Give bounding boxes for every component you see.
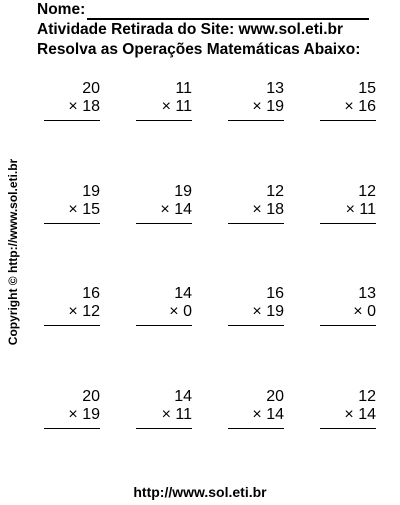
- problem-top-number: 12: [358, 387, 376, 405]
- problem-bottom-line: [132, 201, 192, 219]
- problem: [316, 78, 376, 178]
- problem-bottom-line: [40, 406, 100, 424]
- problem-top-number: 19: [82, 182, 100, 200]
- problem: [132, 283, 192, 383]
- problem-top-number: 15: [358, 80, 376, 97]
- problem-bottom-number: 18: [82, 98, 100, 115]
- answer-line: [44, 223, 100, 224]
- problem: [316, 386, 376, 486]
- problem-bottom-line: [224, 303, 284, 321]
- operator-sign: ×: [68, 405, 78, 423]
- problem-top-number: 14: [174, 285, 192, 302]
- instruction-line: Resolva as Operações Matemáticas Abaixo:: [37, 41, 361, 58]
- problem-top-number: 12: [266, 182, 284, 200]
- operator-sign: ×: [252, 98, 262, 115]
- answer-line: [44, 428, 100, 429]
- problem-top-number: 20: [266, 387, 284, 405]
- problem-bottom-line: [132, 303, 192, 321]
- problem-bottom-number: 12: [82, 303, 100, 320]
- problem: [132, 78, 192, 178]
- operator-sign: ×: [344, 98, 354, 115]
- operator-sign: ×: [252, 303, 262, 320]
- problem-bottom-number: 14: [266, 405, 284, 423]
- problem-top-number: 19: [174, 182, 192, 200]
- problem-top-number: 16: [82, 285, 100, 302]
- answer-line: [136, 223, 192, 224]
- answer-line: [320, 223, 376, 224]
- problem-bottom-line: [224, 98, 284, 116]
- operator-sign: ×: [252, 405, 262, 423]
- problem-bottom-line: [316, 201, 376, 219]
- problem-bottom-number: 11: [175, 405, 192, 423]
- problem: [40, 283, 100, 383]
- problem: [40, 78, 100, 178]
- problem-bottom-line: [316, 303, 376, 321]
- problem: [316, 283, 376, 383]
- problem-bottom-number: 0: [183, 303, 192, 320]
- operator-sign: ×: [353, 303, 363, 320]
- problem-top-number: 20: [82, 80, 100, 97]
- operator-sign: ×: [344, 405, 354, 423]
- problem-bottom-number: 16: [358, 98, 376, 115]
- problem-top-number: 11: [175, 80, 192, 97]
- operator-sign: ×: [68, 98, 78, 115]
- problem: [132, 181, 192, 281]
- answer-line: [136, 428, 192, 429]
- operator-sign: ×: [161, 405, 171, 423]
- name-blank-line: [87, 4, 369, 20]
- problem-bottom-line: [224, 201, 284, 219]
- problem: [40, 386, 100, 486]
- problem-bottom-number: 11: [359, 200, 376, 218]
- problem: [224, 181, 284, 281]
- name-label: Nome:: [37, 1, 86, 18]
- answer-line: [228, 428, 284, 429]
- answer-line: [228, 223, 284, 224]
- problem-grid: [40, 78, 376, 486]
- operator-sign: ×: [160, 200, 170, 218]
- operator-sign: ×: [161, 98, 171, 115]
- problem-bottom-line: [132, 406, 192, 424]
- problem-bottom-number: 19: [266, 303, 284, 320]
- answer-line: [320, 120, 376, 121]
- problem-bottom-line: [316, 98, 376, 116]
- problem-bottom-number: 0: [367, 303, 376, 320]
- problem: [224, 283, 284, 383]
- problem-bottom-line: [132, 98, 192, 116]
- problem-bottom-number: 19: [82, 405, 100, 423]
- problem-bottom-line: [40, 98, 100, 116]
- site-line: Atividade Retirada do Site: www.sol.eti.br: [37, 21, 344, 38]
- answer-line: [136, 120, 192, 121]
- problem-top-number: 16: [266, 285, 284, 302]
- answer-line: [228, 120, 284, 121]
- answer-line: [228, 325, 284, 326]
- operator-sign: ×: [345, 200, 355, 218]
- operator-sign: ×: [252, 200, 262, 218]
- problem-top-number: 13: [266, 80, 284, 97]
- problem: [40, 181, 100, 281]
- problem-top-number: 20: [82, 387, 100, 405]
- footer-url: http://www.sol.eti.br: [133, 484, 267, 500]
- answer-line: [136, 325, 192, 326]
- answer-line: [320, 428, 376, 429]
- problem-bottom-line: [40, 201, 100, 219]
- answer-line: [44, 120, 100, 121]
- operator-sign: ×: [169, 303, 179, 320]
- problem-bottom-number: 18: [266, 200, 284, 218]
- problem-bottom-number: 11: [175, 98, 192, 115]
- problem-bottom-number: 15: [82, 200, 100, 218]
- operator-sign: ×: [68, 303, 78, 320]
- answer-line: [320, 325, 376, 326]
- problem: [316, 181, 376, 281]
- problem-top-number: 13: [358, 285, 376, 302]
- problem-top-number: 14: [174, 387, 192, 405]
- worksheet-header: [37, 0, 387, 60]
- answer-line: [44, 325, 100, 326]
- operator-sign: ×: [68, 200, 78, 218]
- problem-bottom-number: 19: [266, 98, 284, 115]
- problem: [224, 386, 284, 486]
- side-copyright-credit: Copyright © http://www.sol.eti.br: [6, 158, 20, 346]
- name-field: [37, 0, 387, 20]
- problem-bottom-number: 14: [358, 405, 376, 423]
- problem-bottom-number: 14: [174, 200, 192, 218]
- problem: [132, 386, 192, 486]
- problem-bottom-line: [224, 406, 284, 424]
- problem: [224, 78, 284, 178]
- problem-bottom-line: [316, 406, 376, 424]
- problem-top-number: 12: [358, 182, 376, 200]
- problem-bottom-line: [40, 303, 100, 321]
